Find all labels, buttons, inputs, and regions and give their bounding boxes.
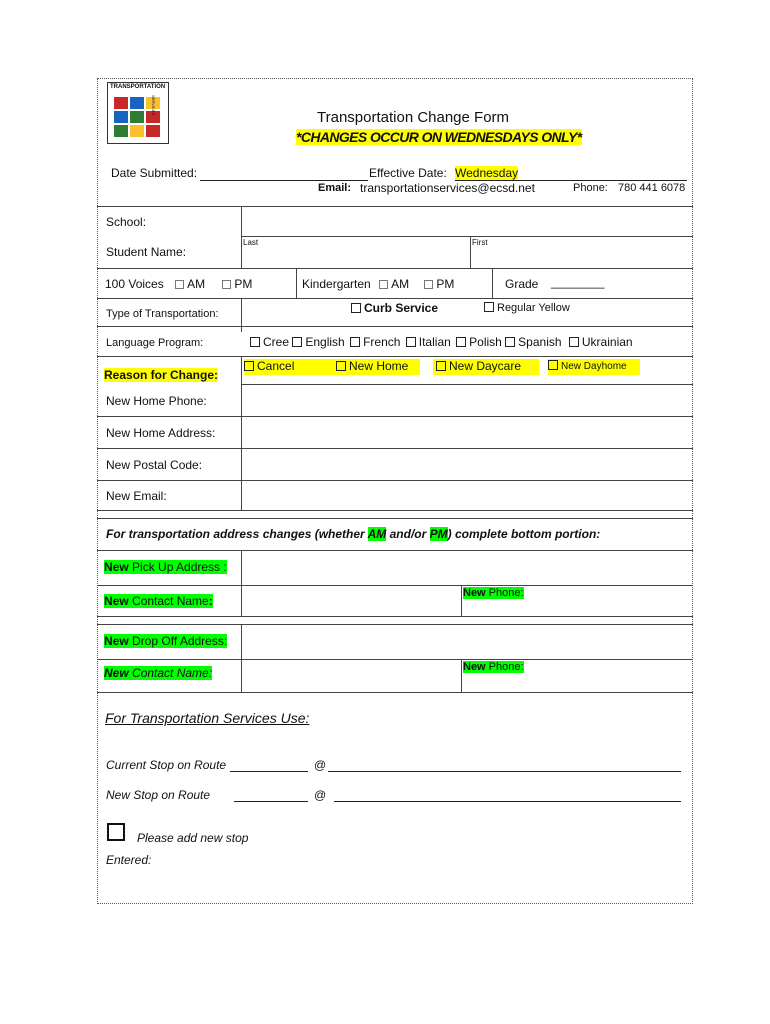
new-daycare-label: New Daycare (449, 359, 522, 373)
cancel-checkbox[interactable] (244, 361, 254, 371)
pickup-phone-text: Phone: (485, 587, 524, 599)
home-address-line (97, 448, 693, 449)
pickup-phone-label (463, 587, 524, 599)
instructions-text-1: For transportation address changes (whether (106, 527, 368, 541)
instructions-bottom-line (97, 550, 693, 551)
new-home-option[interactable] (328, 359, 420, 375)
dropoff-contact-field[interactable] (243, 661, 459, 690)
instructions-pm: PM (429, 527, 448, 541)
instructions-top-line (97, 518, 693, 519)
instructions-am: AM (367, 527, 387, 541)
dropoff-phone-text: Phone: (485, 661, 524, 673)
dropoff-phone-label (463, 661, 524, 673)
pickup-bottom-line (97, 616, 693, 617)
last-name-field[interactable] (242, 247, 469, 267)
form-subtitle: *CHANGES OCCUR ON WEDNESDAYS ONLY* (296, 129, 582, 145)
grade-line (97, 298, 693, 299)
email-label: Email: (318, 182, 352, 194)
voices-label: 100 Voices (105, 277, 164, 291)
transportation-logo (107, 82, 169, 144)
logo-text: TRANSPORTATION (110, 84, 166, 90)
school-label: School: (106, 215, 147, 229)
add-new-stop-label: Please add new stop (137, 831, 249, 845)
language-options (250, 335, 633, 349)
dropoff-phone-new-word: New (463, 661, 486, 673)
add-new-stop-checkbox[interactable] (107, 823, 125, 841)
postal-line (97, 480, 693, 481)
student-name-label: Student Name: (106, 245, 187, 259)
pickup-contact-field[interactable] (243, 587, 459, 614)
current-stop-at: @ (314, 758, 327, 772)
kinder-divider (492, 268, 493, 298)
english-checkbox[interactable] (292, 337, 302, 347)
cree-label: Cree (263, 335, 290, 349)
cancel-label: Cancel (257, 359, 295, 373)
reason-line (241, 384, 693, 385)
last-name-label: Last (243, 238, 259, 247)
new-daycare-checkbox[interactable] (436, 361, 446, 371)
dropoff-mid-line (97, 659, 693, 660)
new-stop-at: @ (314, 788, 327, 802)
regular-yellow-label: Regular Yellow (497, 302, 570, 314)
voices-am-checkbox[interactable] (175, 280, 184, 289)
dropoff-contact-text: Contact Name: (128, 666, 213, 680)
dropoff-contact-label (104, 666, 212, 680)
address-change-instructions (106, 527, 600, 541)
dropoff-contact-new-word: New (104, 666, 129, 680)
new-home-label: New Home (349, 359, 409, 373)
name-line (97, 268, 693, 269)
voices-divider (296, 268, 297, 298)
regular-yellow-option[interactable] (484, 302, 570, 314)
pickup-contact-text: Contact Name (128, 594, 209, 608)
cancel-option[interactable] (244, 359, 328, 375)
kinder-pm-checkbox[interactable] (424, 280, 433, 289)
email-value: transportationservices@ecsd.net (360, 181, 535, 195)
new-home-address-label: New Home Address: (106, 426, 216, 440)
current-stop-route-field[interactable] (230, 771, 308, 772)
effective-date-value: Wednesday (455, 166, 519, 180)
home-phone-line (97, 416, 693, 417)
services-heading: For Transportation Services Use: (105, 710, 310, 726)
spanish-checkbox[interactable] (505, 337, 515, 347)
new-home-address-field[interactable] (243, 418, 691, 446)
pickup-mid-line (97, 585, 693, 586)
new-home-phone-label: New Home Phone: (106, 394, 207, 408)
pickup-address-label (104, 560, 227, 574)
pickup-address-text: Pick Up Address : (128, 560, 227, 574)
regular-yellow-checkbox[interactable] (484, 302, 494, 312)
pickup-phone-divider (461, 585, 462, 616)
transport-line (97, 326, 693, 327)
dropoff-address-label (104, 634, 227, 648)
pickup-new-word: New (104, 560, 129, 574)
language-program-label: Language Program: (106, 337, 204, 349)
new-daycare-option[interactable] (433, 359, 539, 375)
label-divider-bottom (241, 356, 242, 510)
first-name-field[interactable] (471, 247, 692, 267)
ukrainian-label: Ukrainian (581, 335, 633, 349)
pickup-divider (241, 550, 242, 616)
voices-row (105, 277, 252, 291)
grade-label: Grade (505, 277, 539, 291)
ukrainian-checkbox[interactable] (569, 337, 579, 347)
new-home-phone-field[interactable] (243, 386, 691, 414)
new-home-checkbox[interactable] (336, 361, 346, 371)
entered-label: Entered: (106, 853, 152, 867)
new-email-field[interactable] (243, 482, 691, 508)
voices-pm-checkbox[interactable] (222, 280, 231, 289)
pickup-contact-label (104, 594, 213, 608)
date-submitted-label: Date Submitted: (111, 166, 198, 180)
voices-pm-label: PM (234, 277, 253, 291)
first-name-label: First (472, 238, 488, 247)
new-email-label: New Email: (106, 489, 167, 503)
current-stop-location-field[interactable] (328, 771, 681, 772)
dropoff-address-field[interactable] (243, 626, 691, 657)
new-dayhome-checkbox[interactable] (548, 360, 558, 370)
kindergarten-row (302, 277, 454, 291)
dropoff-top-line (97, 624, 693, 625)
grade-field[interactable]: ________ (551, 275, 605, 289)
pickup-contact-new-word: New (104, 594, 129, 608)
italian-checkbox[interactable] (406, 337, 416, 347)
italian-label: Italian (418, 335, 451, 349)
phone-label: Phone: (573, 182, 608, 194)
form-title: Transportation Change Form (317, 109, 510, 126)
kinder-am-checkbox[interactable] (379, 280, 388, 289)
curb-service-label: Curb Service (364, 301, 439, 315)
kindergarten-label: Kindergarten (302, 277, 371, 291)
logo-subtext: SERVICES (151, 95, 156, 116)
polish-checkbox[interactable] (456, 337, 466, 347)
pickup-address-field[interactable] (243, 552, 691, 583)
new-dayhome-label: New Dayhome (561, 361, 627, 372)
english-label: English (305, 335, 345, 349)
curb-service-checkbox[interactable] (351, 303, 361, 313)
new-postal-code-field[interactable] (243, 450, 691, 478)
new-stop-route-field[interactable] (234, 801, 308, 802)
pickup-phone-field[interactable] (463, 600, 691, 614)
spanish-label: Spanish (518, 335, 562, 349)
new-postal-code-label: New Postal Code: (106, 458, 203, 472)
polish-label: Polish (469, 335, 502, 349)
transport-type-label: Type of Transportation: (106, 308, 219, 320)
dropoff-new-word: New (104, 634, 129, 648)
cree-checkbox[interactable] (250, 337, 260, 347)
curb-service-option[interactable] (351, 301, 438, 315)
french-checkbox[interactable] (350, 337, 360, 347)
kinder-am-label: AM (391, 277, 410, 291)
new-stop-location-field[interactable] (334, 801, 681, 802)
effective-date-label: Effective Date: (369, 166, 447, 180)
phone-value: 780 441 6078 (618, 182, 686, 194)
dropoff-phone-divider (461, 659, 462, 692)
new-dayhome-option[interactable] (548, 359, 640, 375)
new-stop-label: New Stop on Route (106, 788, 211, 802)
school-line (241, 236, 693, 237)
instructions-text-3: ) complete bottom portion: (447, 527, 601, 541)
pickup-contact-colon: : (208, 594, 213, 608)
email-line (97, 510, 693, 511)
current-stop-label: Current Stop on Route (106, 758, 227, 772)
instructions-text-2: and/or (386, 527, 430, 541)
date-submitted-field[interactable] (200, 180, 368, 181)
dropoff-divider (241, 624, 242, 692)
french-label: French (363, 335, 401, 349)
voices-am-label: AM (187, 277, 206, 291)
dropoff-bottom-line (97, 692, 693, 693)
dropoff-phone-field[interactable] (463, 674, 691, 690)
reason-label: Reason for Change: (104, 368, 219, 382)
pickup-phone-new-word: New (463, 587, 486, 599)
language-line (97, 356, 693, 357)
dropoff-address-text: Drop Off Address: (128, 634, 228, 648)
kinder-pm-label: PM (436, 277, 455, 291)
school-field[interactable] (242, 207, 692, 235)
